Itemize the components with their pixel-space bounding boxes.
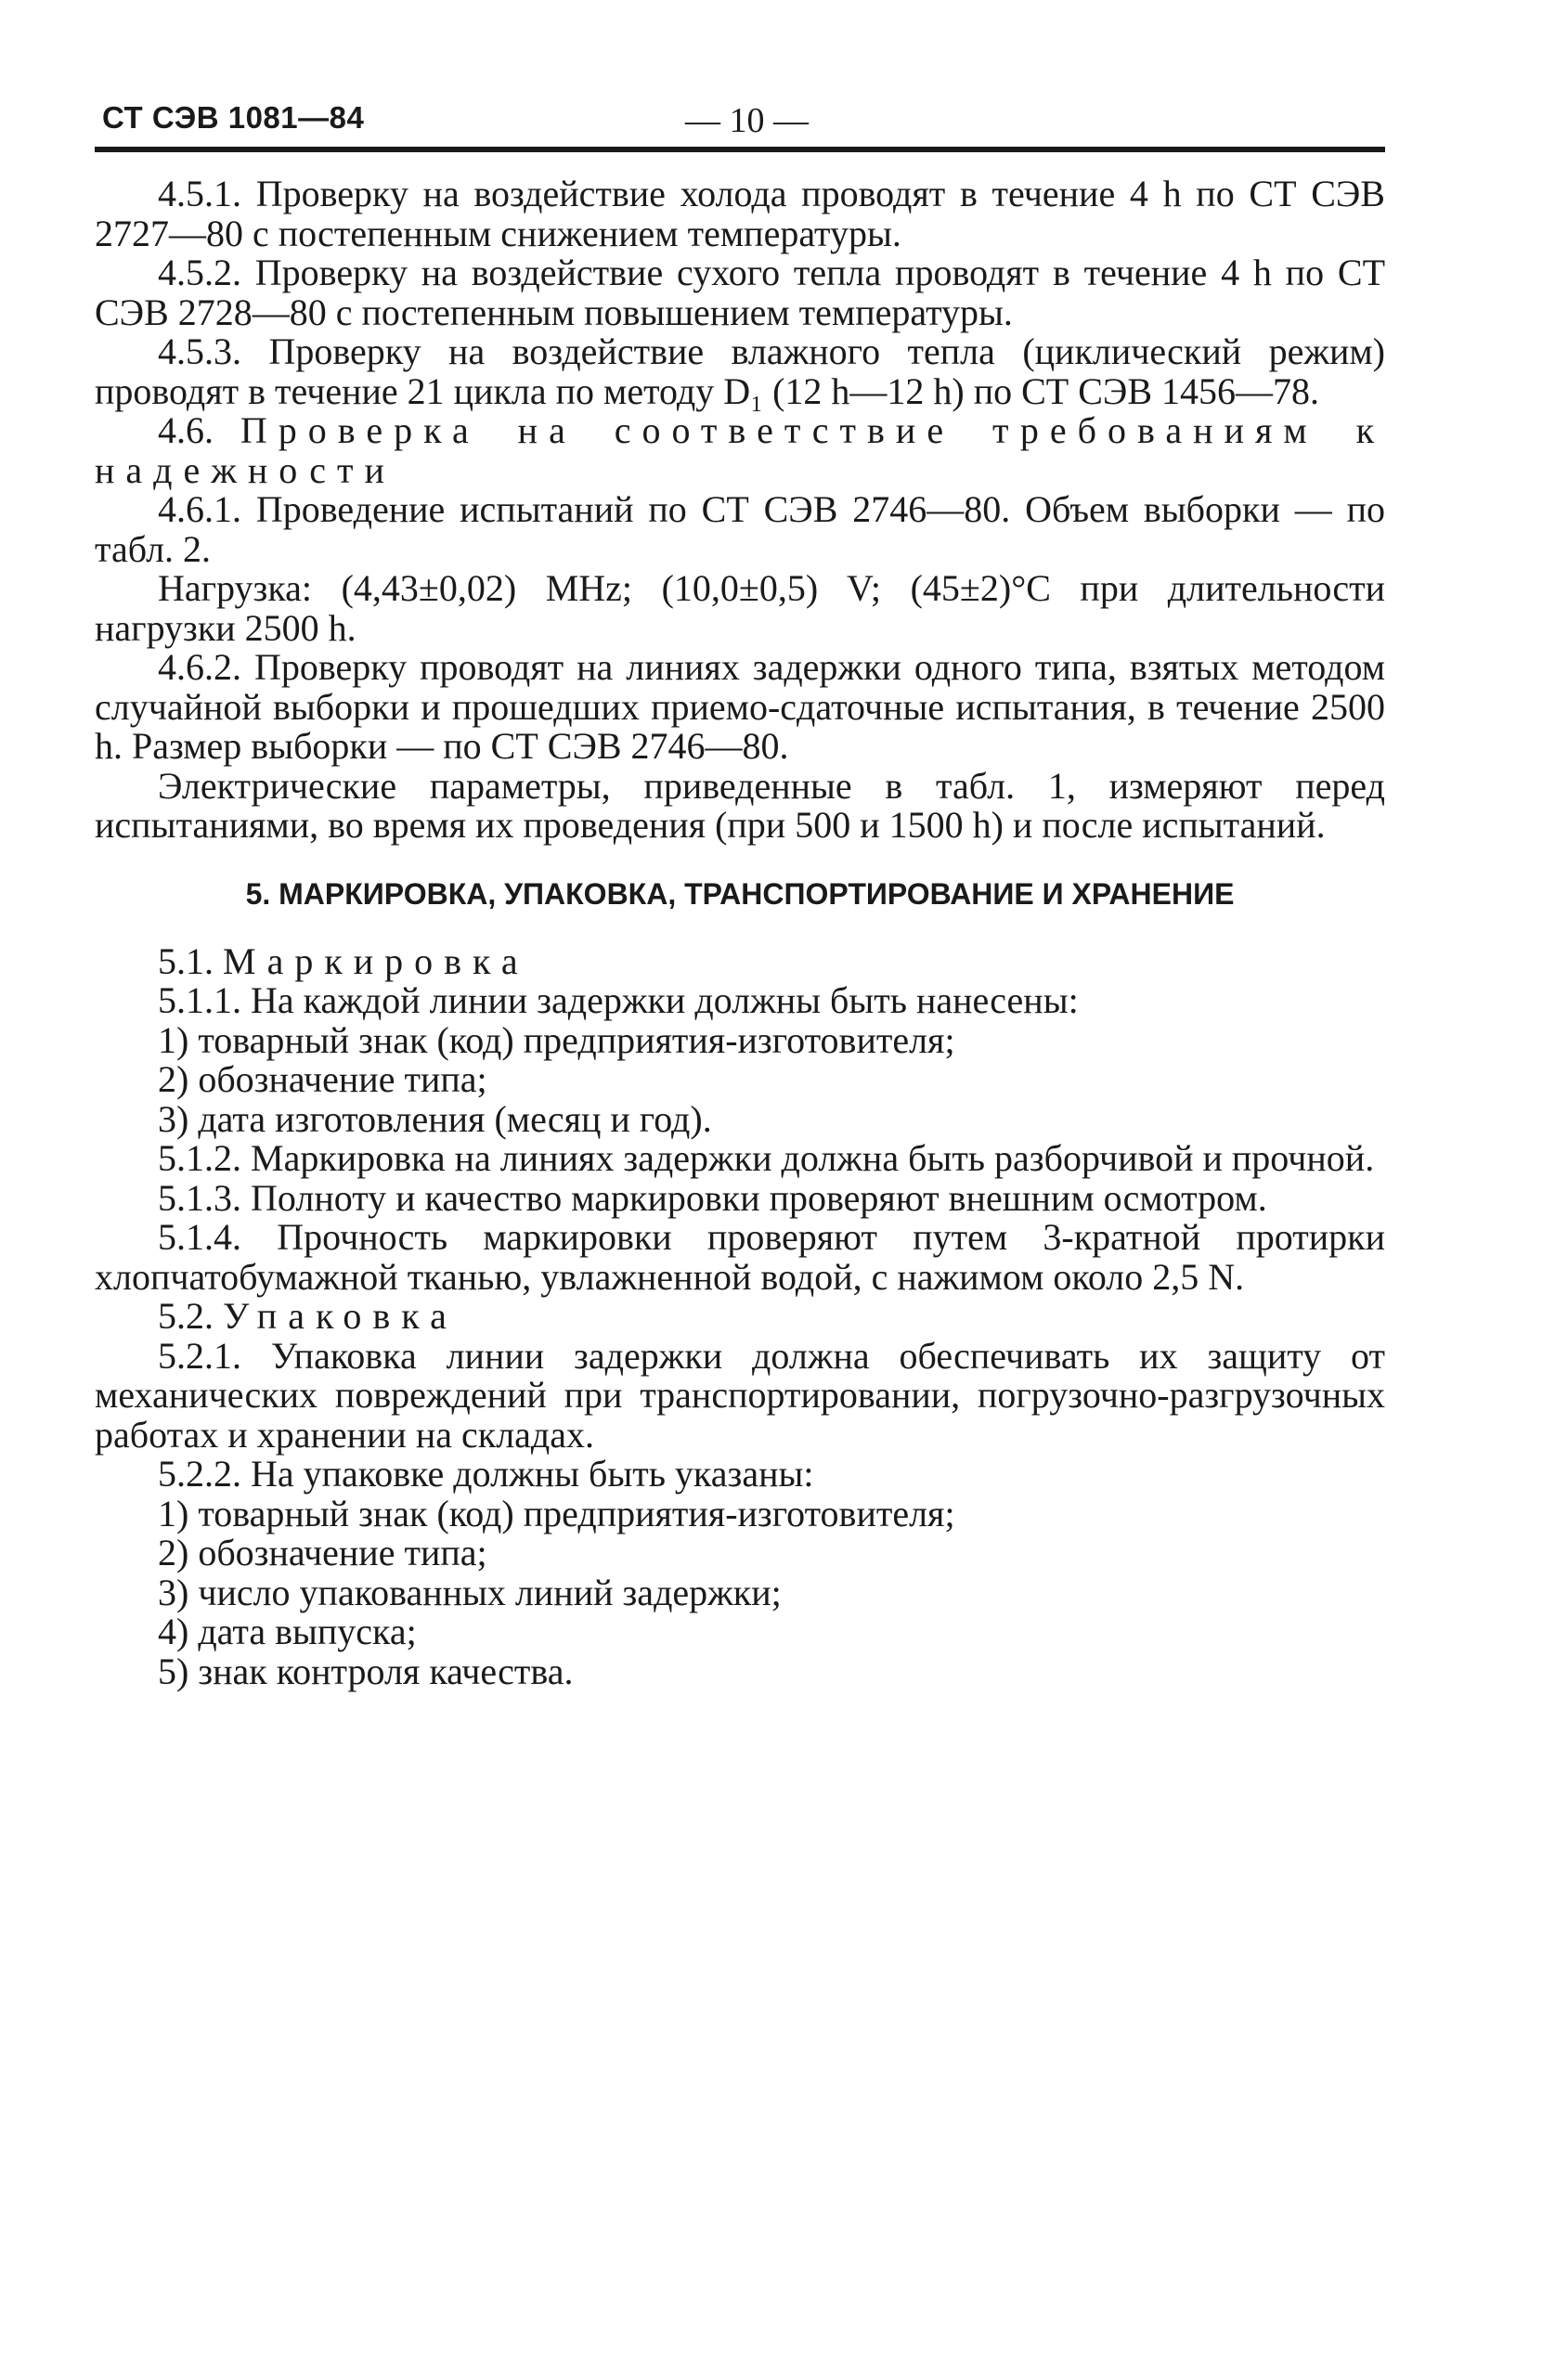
paragraph-4-6-1: 4.6.1. Проведение испытаний по СТ СЭВ 2746—80. Объем выборки — по табл. 2. <box>95 488 1385 570</box>
subheading-4-6-number: 4.6. <box>158 409 214 451</box>
page-number: — 10 — <box>685 101 809 140</box>
subheading-5-1 <box>95 939 1385 982</box>
paragraph-4-5-2: 4.5.2. Проверку на воздействие сухого тепла проводят в течение 4 h по СТ СЭВ 2728—80 с постепенным повышением температуры. <box>95 252 1385 333</box>
paragraph-5-2-1: 5.2.1. Упаковка линии задержки должна обеспечивать их защиту от механических повреждений при транспортировании, погрузочно-разгрузочных работах и хранении на складах. <box>95 1334 1385 1456</box>
document-code: СТ СЭВ 1081—84 <box>102 100 365 135</box>
section-5-title: 5. МАРКИРОВКА, УПАКОВКА, ТРАНСПОРТИРОВАНИЕ И ХРАНЕНИЕ <box>245 876 1235 911</box>
list-item: 3) дата изготовления (месяц и год). <box>158 1097 712 1140</box>
paragraph-5-2-2: 5.2.2. На упаковке должны быть указаны: <box>158 1453 814 1495</box>
subheading-5-2 <box>95 1297 1385 1337</box>
paragraph-5-1-4: 5.1.4. Прочность маркировки проверяют путем 3-кратной протирки хлопчатобумажной тканью, увлажненной водой, с нажимом около 2,5 N. <box>95 1216 1385 1298</box>
paragraph-5-1-1: 5.1.1. На каждой линии задержки должны быть нанесены: <box>158 979 1079 1021</box>
list-item: 5) знак контроля качества. <box>158 1650 574 1692</box>
list-item: 1) товарный знак (код) предприятия-изготовителя; <box>158 1492 955 1534</box>
paragraph-4-5-1: 4.5.1. Проверку на воздействие холода проводят в течение 4 h по СТ СЭВ 2727—80 с постепенным снижением температуры. <box>95 173 1385 254</box>
list-item: 2) обозначение типа; <box>158 1532 487 1573</box>
subheading-5-1-text: Маркировка <box>223 939 529 982</box>
subheading-5-2-text: Упаковка <box>223 1295 458 1337</box>
list-item: 1) товарный знак (код) предприятия-изготовителя; <box>158 1018 955 1061</box>
document-page <box>95 93 1385 1692</box>
list-item: 2) обозначение типа; <box>158 1058 487 1100</box>
subheading-5-2-number: 5.2. <box>158 1295 214 1337</box>
paragraph-load: Нагрузка: (4,43±0,02) MHz; (10,0±0,5) V; (45±2)°С при длительности нагрузки 2500 h. <box>95 567 1385 649</box>
paragraph-5-1-2: 5.1.2. Маркировка на линиях задержки должна быть разборчивой и прочной. <box>158 1137 1375 1179</box>
subheading-4-6-text: Проверка на соответствие требованиям к надежности <box>95 409 1385 491</box>
subheading-4-6 <box>95 411 1385 490</box>
paragraph-4-6-2: 4.6.2. Проверку проводят на линиях задержки одного типа, взятых методом случайной выборки и прошедших приемо-сдаточные испытания, в течение 2500 h. Размер выборки — по СТ СЭВ 2746—80. <box>95 646 1385 767</box>
paragraph-4-5-3: 4.5.3. Проверку на воздействие влажного тепла (циклический режим) проводят в течение 21 цикла по методу D₁ (12 h—12 h) по СТ СЭВ 1456—78. <box>95 330 1385 412</box>
document-body <box>95 175 1385 1691</box>
subheading-5-1-number: 5.1. <box>158 939 214 982</box>
header-rule <box>95 147 1385 152</box>
paragraph-5-1-3: 5.1.3. Полноту и качество маркировки проверяют внешним осмотром. <box>158 1176 1267 1219</box>
paragraph-electrical-parameters: Электрические параметры, приведенные в табл. 1, измеряют перед испытаниями, во время их проведения (при 500 и 1500 h) и после испытаний. <box>95 764 1385 846</box>
list-item: 3) число упакованных линий задержки; <box>158 1571 782 1613</box>
list-item: 4) дата выпуска; <box>158 1611 417 1652</box>
page-header <box>95 93 1385 145</box>
